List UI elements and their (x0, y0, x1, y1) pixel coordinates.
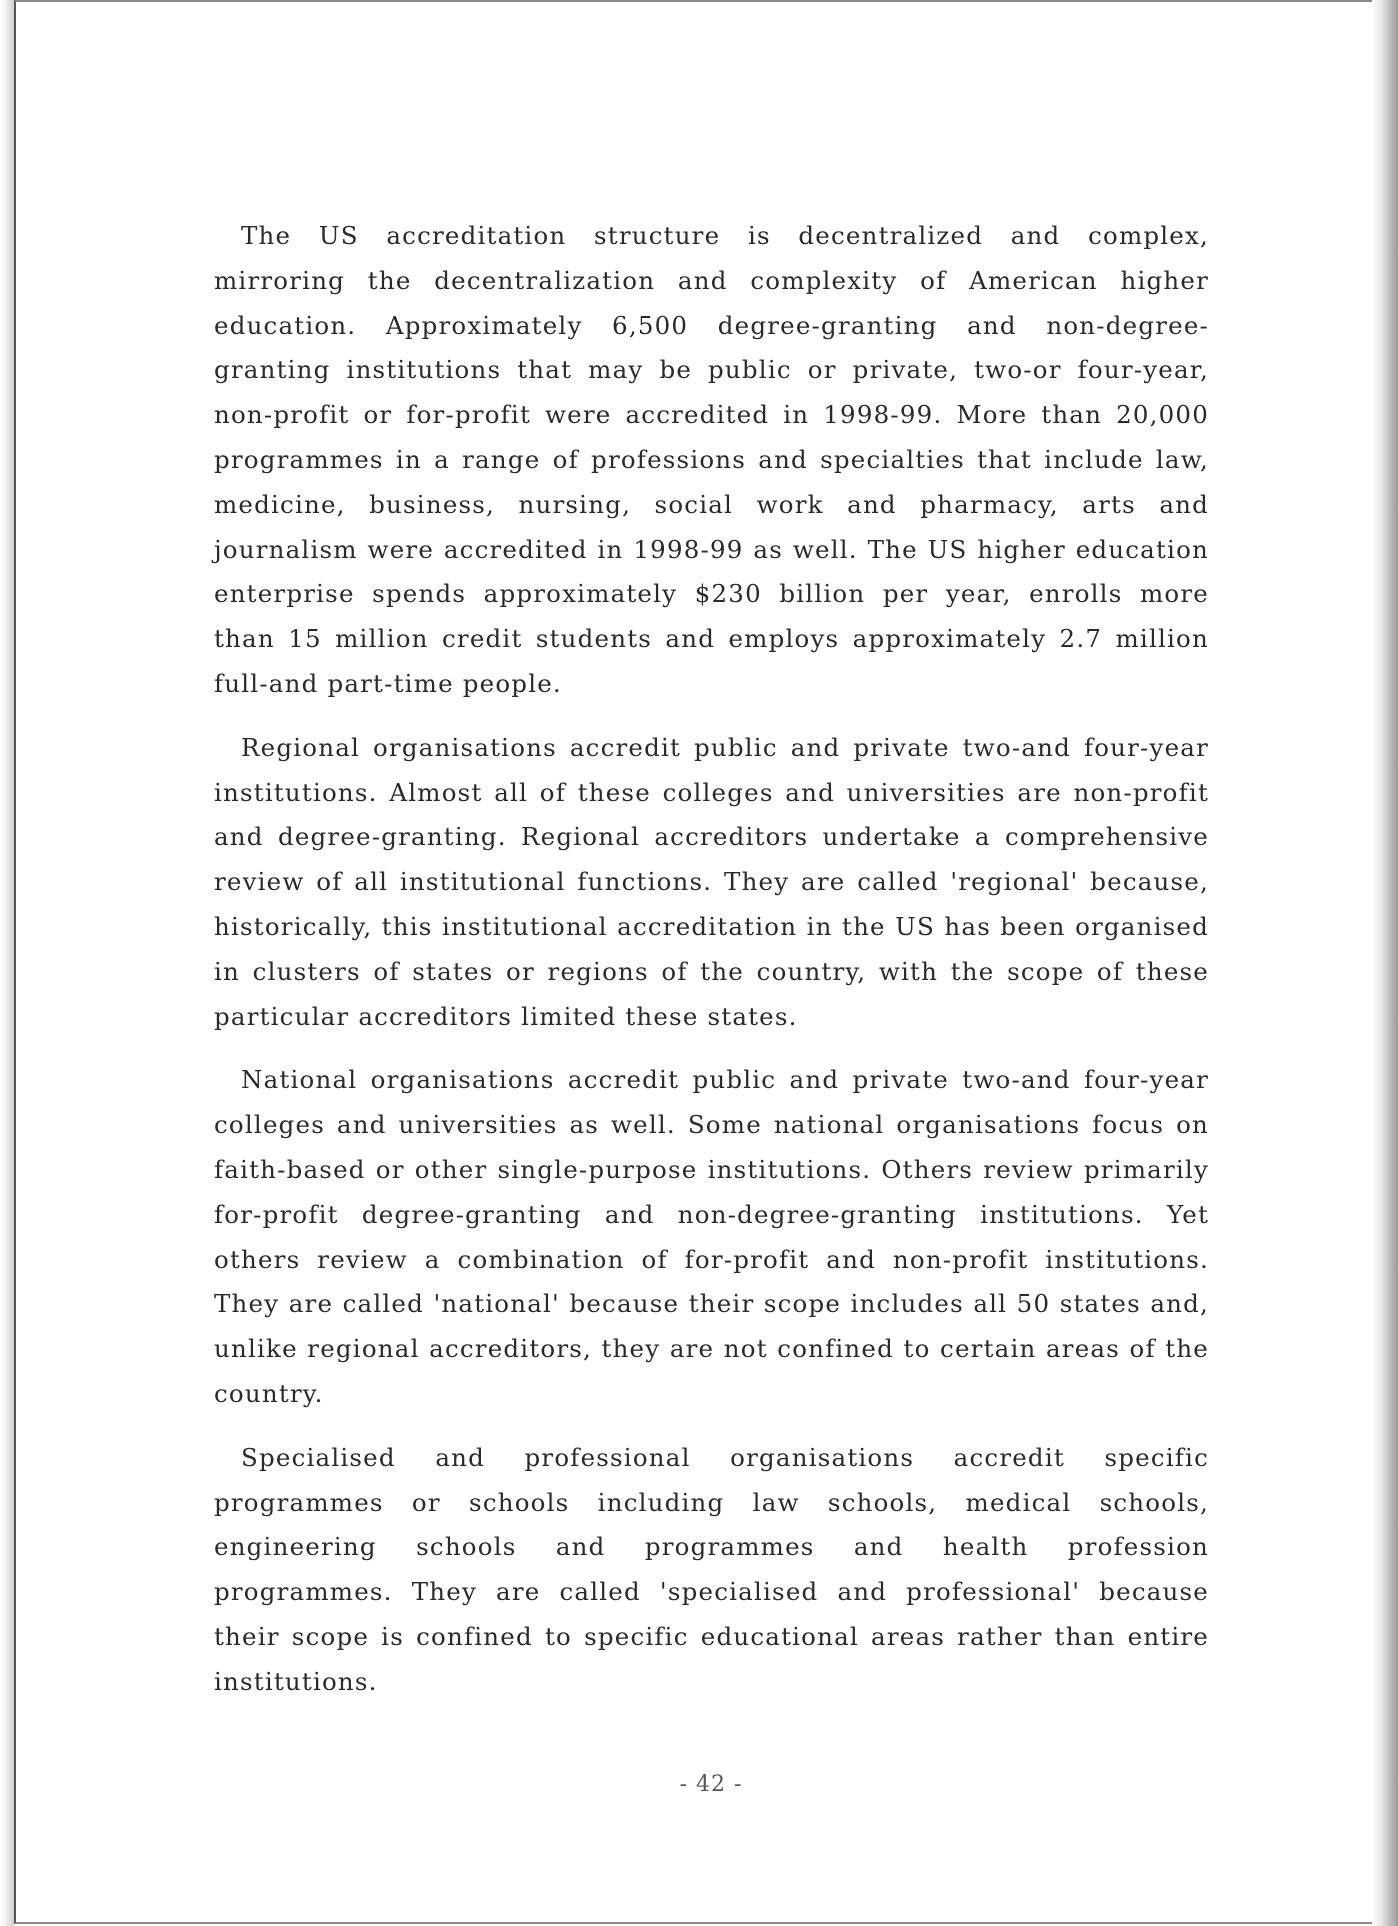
page-left-edge (0, 0, 14, 1926)
paragraph-us-accreditation-structure: The US accreditation structure is decentralized and complex, mirroring the decentralization and complexity of American higher education. Approximately 6,500 degree-granting and non-degree-granting institutions that may be public or private, two-or four-year, non-profit or for-profit were accredited in 1998-99. More than 20,000 programmes in a range of professions and specialties that include law, medicine, business, nursing, social work and pharmacy, arts and journalism were accredited in 1998-99 as well. The US higher education enterprise spends approximately $230 billion per year, enrolls more than 15 million credit students and employs approximately 2.7 million full-and part-time people. (214, 221, 1209, 698)
paragraph-specialised-organisations: Specialised and professional organisations accredit specific programmes or schools including law schools, medical schools, engineering schools and programmes and health profession programmes. They are called 'specialised and professional' because their scope is confined to specific educational areas rather than entire institutions. (214, 1442, 1209, 1696)
document-body (214, 214, 1209, 1724)
paragraph-national-organisations: National organisations accredit public and private two-and four-year colleges and universities as well. Some national organisations focus on faith-based or other single-purpose institutions. Others review primarily for-profit degree-granting and non-degree-granting institutions. Yet others review a combination of for-profit and non-profit institutions. They are called 'national' because their scope includes all 50 states and, unlike regional accreditors, they are not confined to certain areas of the country. (214, 1065, 1209, 1408)
page-right-shadow (1372, 0, 1398, 1926)
page-number: - 42 - (679, 1772, 743, 1797)
paragraph-regional-organisations: Regional organisations accredit public and private two-and four-year institutions. Almost all of these colleges and universities are non-profit and degree-granting. Regional accreditors undertake a comprehensive review of all institutional functions. They are called 'regional' because, historically, this institutional accreditation in the US has been organised in clusters of states or regions of the country, with the scope of these particular accreditors limited these states. (214, 732, 1209, 1031)
